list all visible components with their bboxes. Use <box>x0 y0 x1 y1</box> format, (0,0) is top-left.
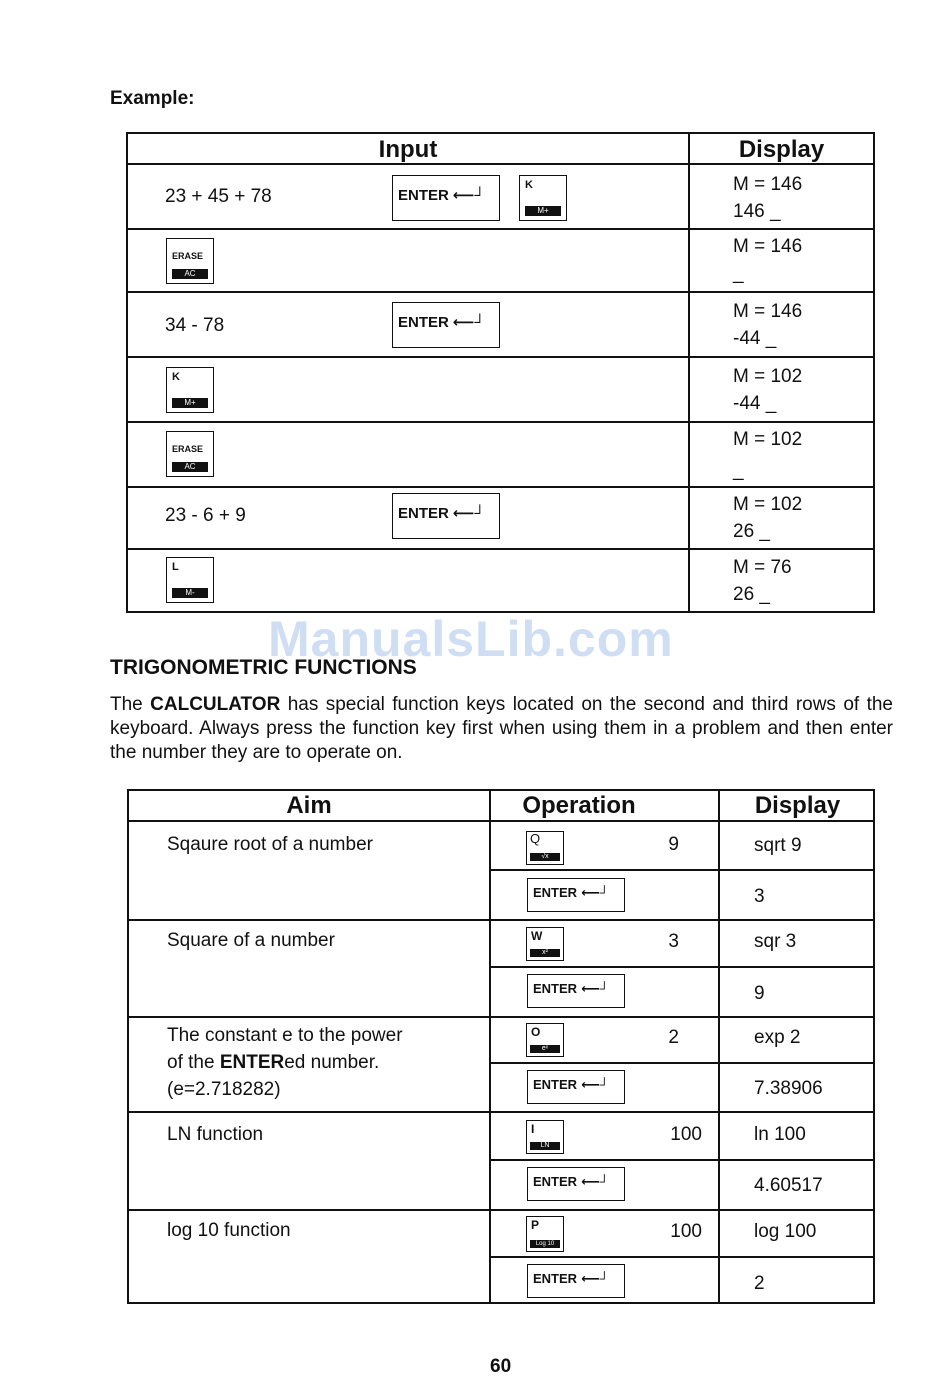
aim-text: The constant e to the power of the ENTERed number. (e=2.718282) <box>167 1025 403 1100</box>
aim-text: Sqaure root of a number <box>167 834 373 855</box>
enter-key: ENTER ⟵┘ <box>527 878 625 912</box>
display-value: M = 102 -44 _ <box>733 366 803 414</box>
display-value: M = 146 _ <box>733 236 803 284</box>
aim-text: LN function <box>167 1124 264 1145</box>
row-divider <box>128 356 873 358</box>
functions-table <box>127 789 875 1304</box>
operation-header: Operation <box>522 792 636 819</box>
aim-text: log 10 function <box>167 1220 291 1241</box>
erase-ac-key: ERASE AC <box>166 431 214 477</box>
enter-key: ENTER ⟵┘ <box>392 175 500 221</box>
enter-arrow-icon: ⟵┘ <box>581 1271 609 1286</box>
display-value: M = 102 26 _ <box>733 494 803 542</box>
operand: 3 <box>668 931 679 952</box>
enter-key: ENTER ⟵┘ <box>392 493 500 539</box>
row-divider <box>129 919 873 921</box>
example-label: Example: <box>110 88 195 109</box>
display-value: 7.38906 <box>754 1078 823 1099</box>
input-expression: 23 + 45 + 78 <box>165 186 272 207</box>
row-divider <box>128 548 873 550</box>
column-divider <box>489 791 491 1302</box>
w-square-key: W x² <box>526 927 564 961</box>
operand: 100 <box>670 1221 702 1242</box>
k-memory-plus-key: K M+ <box>519 175 567 221</box>
row-divider <box>489 1256 873 1258</box>
display-value: M = 102 _ <box>733 429 803 481</box>
column-divider <box>688 134 690 611</box>
i-ln-key: I LN <box>526 1120 564 1154</box>
display-value: exp 2 <box>754 1027 801 1048</box>
intro-paragraph: The CALCULATOR has special function keys located on the second and third rows of the keyboard. Always press the function key first when using them in a problem and then enter the number they are to operate on. <box>110 694 893 763</box>
input-expression: 23 - 6 + 9 <box>165 505 246 526</box>
o-exp-key: O eˣ <box>526 1023 564 1057</box>
row-divider <box>128 291 873 293</box>
display-value: 2 <box>754 1273 765 1294</box>
enter-key: ENTER ⟵┘ <box>527 1167 625 1201</box>
display-value: M = 146 146 _ <box>733 174 803 222</box>
display-value: 4.60517 <box>754 1175 823 1196</box>
enter-arrow-icon: ⟵┘ <box>581 1174 609 1189</box>
display-value: ln 100 <box>754 1124 806 1145</box>
row-divider <box>128 486 873 488</box>
row-divider <box>489 1159 873 1161</box>
display-header: Display <box>738 136 825 163</box>
aim-text: Square of a number <box>167 930 335 951</box>
row-divider <box>489 869 873 871</box>
enter-arrow-icon: ⟵┘ <box>452 314 485 331</box>
row-divider <box>489 1062 873 1064</box>
watermark: ManualsLib.com <box>268 611 674 667</box>
display-value: M = 76 26 _ <box>733 557 792 605</box>
p-log10-key: P Log 10 <box>526 1216 564 1252</box>
row-divider <box>129 1209 873 1211</box>
aim-header: Aim <box>286 792 332 819</box>
operand: 9 <box>668 834 679 855</box>
display-value: M = 146 -44 _ <box>733 301 803 349</box>
enter-arrow-icon: ⟵┘ <box>452 187 485 204</box>
row-divider <box>128 228 873 230</box>
enter-key: ENTER ⟵┘ <box>527 974 625 1008</box>
display-value: log 100 <box>754 1221 817 1242</box>
k-memory-plus-key: K M+ <box>166 367 214 413</box>
row-divider <box>129 1016 873 1018</box>
display-header: Display <box>754 792 841 819</box>
display-value: 3 <box>754 886 765 907</box>
row-divider <box>489 966 873 968</box>
enter-arrow-icon: ⟵┘ <box>581 1077 609 1092</box>
enter-arrow-icon: ⟵┘ <box>452 505 485 522</box>
q-sqrt-key: Q √x <box>526 831 564 865</box>
example-table <box>126 132 875 613</box>
input-expression: 34 - 78 <box>165 315 225 336</box>
column-divider <box>718 791 720 1302</box>
l-memory-minus-key: L M- <box>166 557 214 603</box>
erase-ac-key: ERASE AC <box>166 238 214 284</box>
display-value: sqr 3 <box>754 931 797 952</box>
enter-arrow-icon: ⟵┘ <box>581 981 609 996</box>
input-header: Input <box>378 136 438 163</box>
operand: 2 <box>668 1027 679 1048</box>
display-value: sqrt 9 <box>754 835 802 856</box>
enter-arrow-icon: ⟵┘ <box>581 885 609 900</box>
enter-key: ENTER ⟵┘ <box>527 1264 625 1298</box>
display-value: 9 <box>754 983 765 1004</box>
section-title: TRIGONOMETRIC FUNCTIONS <box>110 656 417 679</box>
page-number: 60 <box>490 1356 512 1377</box>
enter-key: ENTER ⟵┘ <box>527 1070 625 1104</box>
row-divider <box>129 1111 873 1113</box>
row-divider <box>128 421 873 423</box>
enter-key: ENTER ⟵┘ <box>392 302 500 348</box>
operand: 100 <box>670 1124 702 1145</box>
